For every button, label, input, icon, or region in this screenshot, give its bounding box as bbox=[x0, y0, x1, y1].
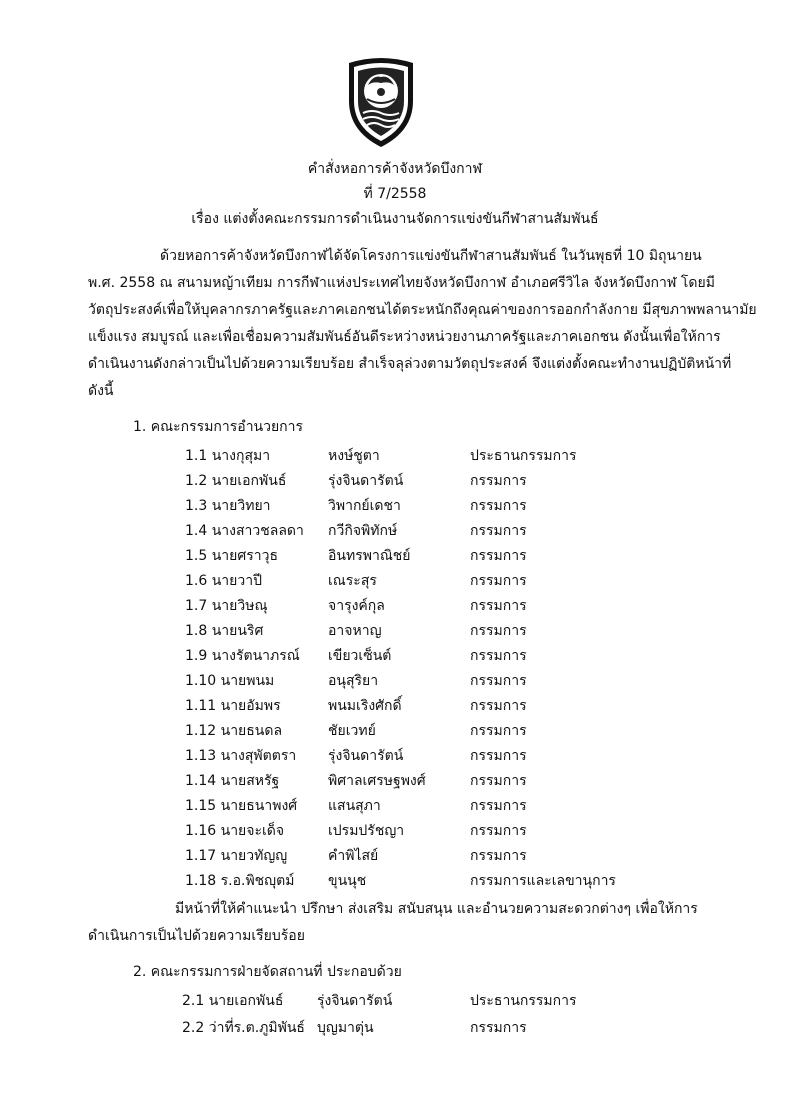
chamber-of-commerce-seal-icon bbox=[345, 55, 417, 149]
member-surname: รุ่งจินดารัตน์ bbox=[328, 748, 404, 764]
member-surname: ขุนนุช bbox=[328, 873, 367, 889]
member-surname: จารุงค์กุล bbox=[328, 598, 385, 614]
member-surname: อาจหาญ bbox=[328, 623, 382, 639]
member-name: 1.15 นายธนาพงศ์ bbox=[185, 798, 298, 814]
member-surname: กวีกิจพิทักษ์ bbox=[328, 523, 398, 539]
member-row bbox=[0, 595, 790, 617]
member-name: 1.16 นายจะเด็จ bbox=[185, 823, 285, 839]
member-role: กรรมการ bbox=[470, 723, 527, 739]
intro-line-3: วัตถุประสงค์เพื่อให้บุคลากรภาครัฐและภาคเอกชนได้ตระหนักถึงคุณค่าของการออกกำลังกาย มีสุขภาพพลานามัย bbox=[88, 302, 757, 318]
member-row bbox=[0, 720, 790, 742]
member-surname: พิศาลเศรษฐพงศ์ bbox=[328, 773, 426, 789]
order-number: ที่ 7/2558 bbox=[363, 186, 427, 202]
member-name: 1.12 นายธนดล bbox=[185, 723, 283, 739]
member-role: กรรมการ bbox=[470, 798, 527, 814]
member-row bbox=[0, 1017, 790, 1039]
member-row bbox=[0, 990, 790, 1012]
member-name: 1.13 นางสุพัตตรา bbox=[185, 748, 297, 764]
member-name: 1.10 นายพนม bbox=[185, 673, 275, 689]
member-surname: บุญมาตุ่น bbox=[317, 1020, 374, 1036]
duty-line-2: ดำเนินการเป็นไปด้วยความเรียบร้อย bbox=[88, 928, 305, 944]
intro-line-4: แข็งแรง สมบูรณ์ และเพื่อเชื่อมความสัมพันธ์อันดีระหว่างหน่วยงานภาครัฐและภาคเอกชน ดังนั้นเพื่อให้การ bbox=[88, 329, 721, 345]
member-name: 1.2 นายเอกพันธ์ bbox=[185, 473, 287, 489]
order-subject: เรื่อง แต่งตั้งคณะกรรมการดำเนินงานจัดการแข่งขันกีฬาสานสัมพันธ์ bbox=[191, 211, 599, 227]
member-surname: พนมเริงศักดิ์ bbox=[328, 698, 402, 714]
member-row bbox=[0, 745, 790, 767]
member-row bbox=[0, 795, 790, 817]
member-row bbox=[0, 445, 790, 467]
member-name: 1.6 นายวาปี bbox=[185, 573, 262, 589]
member-name: 1.18 ร.อ.พิชญุตม์ bbox=[185, 873, 295, 889]
member-row bbox=[0, 570, 790, 592]
member-row bbox=[0, 770, 790, 792]
member-surname: หงษ์ชูตา bbox=[328, 448, 380, 464]
member-role: กรรมการ bbox=[470, 573, 527, 589]
member-surname: เปรมปรัชญา bbox=[328, 823, 405, 839]
member-role: ประธานกรรมการ bbox=[470, 448, 577, 464]
member-surname: แสนสุภา bbox=[328, 798, 381, 814]
member-role: กรรมการ bbox=[470, 648, 527, 664]
member-role: กรรมการ bbox=[470, 848, 527, 864]
member-role: กรรมการ bbox=[470, 523, 527, 539]
member-row bbox=[0, 545, 790, 567]
member-surname: ชัยเวทย์ bbox=[328, 723, 376, 739]
member-surname: คำพิไสย์ bbox=[328, 848, 379, 864]
member-role: กรรมการ bbox=[470, 548, 527, 564]
member-surname: รุ่งจินดารัตน์ bbox=[317, 993, 393, 1009]
duty-line-1: มีหน้าที่ให้คำแนะนำ ปรึกษา ส่งเสริม สนับสนุน และอำนวยความสะดวกต่างๆ เพื่อให้การ bbox=[175, 901, 698, 917]
member-name: 1.9 นางรัตนาภรณ์ bbox=[185, 648, 300, 664]
order-title: คำสั่งหอการค้าจังหวัดบึงกาฬ bbox=[307, 161, 483, 177]
member-row bbox=[0, 520, 790, 542]
member-surname: อินทรพาณิชย์ bbox=[328, 548, 411, 564]
member-role: กรรมการ bbox=[470, 623, 527, 639]
member-name: 2.1 นายเอกพันธ์ bbox=[182, 993, 284, 1009]
member-row bbox=[0, 845, 790, 867]
member-name: 1.7 นายวิษณุ bbox=[185, 598, 268, 614]
member-row bbox=[0, 620, 790, 642]
member-row bbox=[0, 470, 790, 492]
member-surname: รุ่งจินดารัตน์ bbox=[328, 473, 404, 489]
member-row bbox=[0, 670, 790, 692]
member-role: กรรมการ bbox=[470, 473, 527, 489]
member-row bbox=[0, 695, 790, 717]
member-role: กรรมการ bbox=[470, 773, 527, 789]
intro-line-2: พ.ศ. 2558 ณ สนามหญ้าเทียม การกีฬาแห่งประเทศไทยจังหวัดบึงกาฬ อำเภอศรีวิไล จังหวัดบึงกาฬ โดยมี bbox=[88, 275, 715, 291]
member-role: กรรมการ bbox=[470, 498, 527, 514]
member-name: 1.1 นางกุสุมา bbox=[185, 448, 271, 464]
member-name: 1.3 นายวิทยา bbox=[185, 498, 271, 514]
member-role: กรรมการ bbox=[470, 748, 527, 764]
intro-line-1: ด้วยหอการค้าจังหวัดบึงกาฬได้จัดโครงการแข่งขันกีฬาสานสัมพันธ์ ในวันพุธที่ 10 มิถุนายน bbox=[160, 248, 702, 264]
member-role: กรรมการและเลขานุการ bbox=[470, 873, 616, 889]
section-2-heading: 2. คณะกรรมการฝ่ายจัดสถานที่ ประกอบด้วย bbox=[133, 964, 402, 980]
member-role: กรรมการ bbox=[470, 698, 527, 714]
member-name: 1.5 นายศราวุธ bbox=[185, 548, 279, 564]
member-row bbox=[0, 495, 790, 517]
section-1-heading: 1. คณะกรรมการอำนวยการ bbox=[133, 419, 304, 435]
member-row bbox=[0, 820, 790, 842]
member-name: 1.17 นายวทัญญู bbox=[185, 848, 288, 864]
member-name: 1.4 นางสาวชลลดา bbox=[185, 523, 304, 539]
member-name: 1.14 นายสหรัฐ bbox=[185, 773, 280, 789]
member-name: 1.8 นายนริศ bbox=[185, 623, 264, 639]
member-role: กรรมการ bbox=[470, 1020, 527, 1036]
member-role: กรรมการ bbox=[470, 673, 527, 689]
intro-line-6: ดังนี้ bbox=[88, 383, 114, 399]
member-role: ประธานกรรมการ bbox=[470, 993, 577, 1009]
member-surname: วิพากย์เดชา bbox=[328, 498, 401, 514]
member-role: กรรมการ bbox=[470, 823, 527, 839]
member-name: 2.2 ว่าที่ร.ต.ภูมิพันธ์ bbox=[182, 1020, 305, 1036]
member-row bbox=[0, 870, 790, 892]
member-row bbox=[0, 645, 790, 667]
intro-line-5: ดำเนินงานดังกล่าวเป็นไปด้วยความเรียบร้อย สำเร็จลุล่วงตามวัตถุประสงค์ จึงแต่งตั้งคณะทำงานปฏิบัติหน้าที่ bbox=[88, 356, 732, 372]
member-name: 1.11 นายอัมพร bbox=[185, 698, 281, 714]
member-role: กรรมการ bbox=[470, 598, 527, 614]
member-surname: อนุสุริยา bbox=[328, 673, 379, 689]
member-surname: เณระสุร bbox=[328, 573, 377, 589]
member-surname: เขียวเซ็นต์ bbox=[328, 648, 392, 664]
